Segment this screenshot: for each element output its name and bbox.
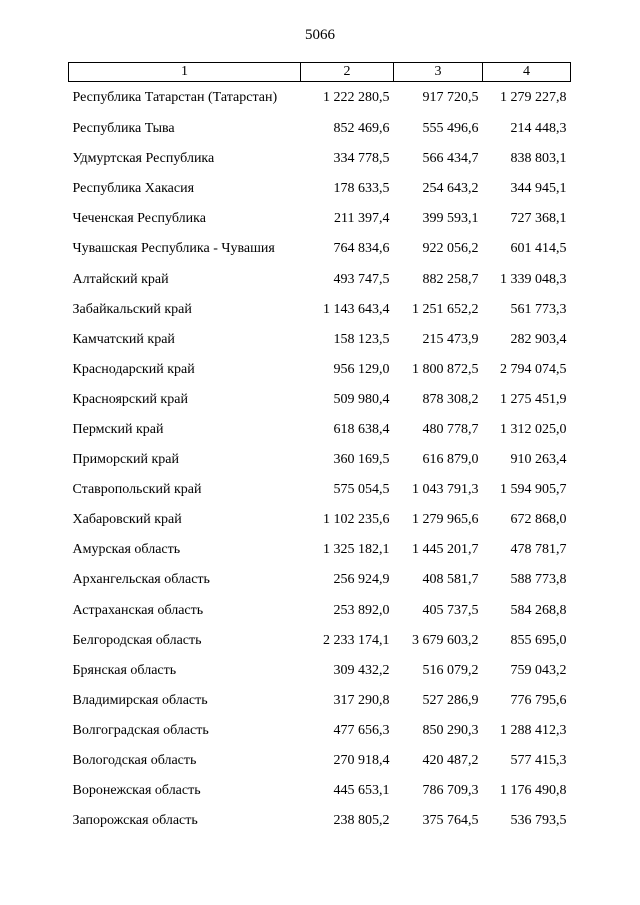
value-col2-cell: 309 432,2: [333, 662, 390, 678]
value-col3-cell: 922 056,2: [422, 241, 479, 257]
value-col4-cell: 776 795,6: [510, 692, 567, 708]
value-col4-cell: 838 803,1: [510, 151, 567, 167]
value-col3-cell: 408 581,7: [422, 572, 479, 588]
table-row: [69, 295, 571, 325]
value-col4-cell: 1 594 905,7: [500, 482, 567, 498]
value-col3-cell: 375 764,5: [422, 813, 479, 829]
value-col2-cell: 852 469,6: [333, 121, 390, 137]
value-col2-cell: 256 924,9: [333, 572, 390, 588]
table-row: [69, 385, 571, 415]
value-col2-cell: 618 638,4: [333, 421, 390, 437]
value-col3-cell: 3 679 603,2: [412, 632, 479, 648]
region-name-cell: Пермский край: [72, 421, 164, 437]
value-col3-cell: 878 308,2: [422, 391, 479, 407]
value-col3-cell: 917 720,5: [422, 90, 479, 105]
value-col3-cell: 527 286,9: [422, 692, 479, 708]
table-row: [69, 565, 571, 595]
region-name-cell: Чеченская Республика: [72, 211, 206, 227]
region-name-cell: Хабаровский край: [72, 512, 182, 528]
value-col2-cell: 317 290,8: [333, 692, 390, 708]
table-row: [69, 686, 571, 716]
region-name-cell: Вологодская область: [72, 753, 197, 769]
value-col4-cell: 2 794 074,5: [500, 361, 567, 377]
value-col4-cell: 588 773,8: [510, 572, 567, 588]
table-row: [69, 82, 571, 115]
data-table: [68, 62, 571, 836]
table-row: [69, 475, 571, 505]
value-col3-cell: 1 043 791,3: [412, 482, 479, 498]
region-name-cell: Приморский край: [72, 452, 179, 468]
value-col3-cell: 1 800 872,5: [412, 361, 479, 377]
table-row: [69, 204, 571, 234]
value-col4-cell: 536 793,5: [510, 813, 567, 829]
region-name-cell: Владимирская область: [72, 692, 208, 708]
value-col4-cell: 1 279 227,8: [500, 90, 567, 105]
value-col3-cell: 516 079,2: [422, 662, 479, 678]
value-col3-cell: 786 709,3: [422, 783, 479, 799]
table-row: [69, 415, 571, 445]
value-col4-cell: 672 868,0: [510, 512, 567, 528]
value-col4-cell: 344 945,1: [510, 181, 567, 197]
header-row: [69, 63, 571, 82]
value-col4-cell: 1 288 412,3: [500, 722, 567, 738]
region-name-cell: Белгородская область: [72, 632, 202, 648]
value-col4-cell: 727 368,1: [510, 211, 567, 227]
value-col2-cell: 445 653,1: [333, 783, 390, 799]
value-col3-cell: 850 290,3: [422, 722, 479, 738]
region-name-cell: Брянская область: [72, 662, 177, 678]
value-col4-cell: 1 312 025,0: [500, 421, 567, 437]
value-col2-cell: 764 834,6: [333, 241, 390, 257]
value-col3-cell: 555 496,6: [422, 121, 479, 137]
region-name-cell: Забайкальский край: [72, 301, 192, 317]
table-row: [69, 626, 571, 656]
table-row: [69, 535, 571, 565]
value-col2-cell: 575 054,5: [333, 482, 390, 498]
table-row: [69, 596, 571, 626]
region-name-cell: Астраханская область: [72, 602, 204, 618]
region-name-cell: Архангельская область: [72, 572, 210, 588]
region-name-cell: Амурская область: [72, 542, 181, 558]
region-name-cell: Ставропольский край: [72, 482, 202, 498]
page-number: 5066: [305, 27, 335, 43]
value-col2-cell: 178 633,5: [333, 181, 390, 197]
value-col4-cell: 601 414,5: [510, 241, 567, 257]
region-name-cell: Чувашская Республика - Чувашия: [72, 241, 275, 257]
table-header: [69, 63, 571, 82]
value-col4-cell: 584 268,8: [510, 602, 567, 618]
value-col4-cell: 759 043,2: [510, 662, 567, 678]
region-name-cell: Удмуртская Республика: [72, 151, 215, 167]
region-name-cell: Республика Тыва: [72, 121, 175, 137]
column-header-4: 4: [483, 63, 571, 82]
value-col3-cell: 215 473,9: [422, 331, 479, 347]
value-col2-cell: 2 233 174,1: [323, 632, 390, 648]
table-row: [69, 746, 571, 776]
value-col4-cell: 1 275 451,9: [500, 391, 567, 407]
value-col2-cell: 270 918,4: [333, 753, 390, 769]
value-col2-cell: 238 805,2: [333, 813, 390, 829]
value-col2-cell: 1 222 280,5: [323, 90, 390, 105]
table-row: [69, 325, 571, 355]
column-header-3: 3: [394, 63, 483, 82]
column-header-1: 1: [69, 63, 301, 82]
table-row: [69, 445, 571, 475]
value-col2-cell: 493 747,5: [333, 271, 390, 287]
region-name-cell: Краснодарский край: [72, 361, 195, 377]
value-col2-cell: 360 169,5: [333, 452, 390, 468]
value-col2-cell: 509 980,4: [333, 391, 390, 407]
value-col2-cell: 334 778,5: [333, 151, 390, 167]
table-row: [69, 806, 571, 836]
region-name-cell: Республика Татарстан (Татарстан): [72, 90, 278, 105]
value-col3-cell: 420 487,2: [422, 753, 479, 769]
region-name-cell: Красноярский край: [72, 391, 188, 407]
value-col2-cell: 1 102 235,6: [323, 512, 390, 528]
value-col4-cell: 282 903,4: [510, 331, 567, 347]
value-col2-cell: 1 325 182,1: [323, 542, 390, 558]
value-col4-cell: 561 773,3: [510, 301, 567, 317]
value-col3-cell: 616 879,0: [422, 452, 479, 468]
value-col2-cell: 253 892,0: [333, 602, 390, 618]
table-row: [69, 144, 571, 174]
value-col2-cell: 211 397,4: [334, 211, 390, 227]
value-col3-cell: 405 737,5: [422, 602, 479, 618]
region-name-cell: Республика Хакасия: [72, 181, 195, 197]
table-row: [69, 505, 571, 535]
value-col2-cell: 956 129,0: [333, 361, 390, 377]
region-name-cell: Воронежская область: [72, 783, 201, 799]
value-col4-cell: 910 263,4: [510, 452, 567, 468]
region-name-cell: Запорожская область: [72, 813, 198, 829]
column-header-2: 2: [301, 63, 394, 82]
value-col3-cell: 480 778,7: [422, 421, 479, 437]
value-col3-cell: 566 434,7: [422, 151, 479, 167]
value-col4-cell: 577 415,3: [510, 753, 567, 769]
table-row: [69, 355, 571, 385]
value-col4-cell: 478 781,7: [510, 542, 567, 558]
table-row: [69, 174, 571, 204]
value-col4-cell: 1 176 490,8: [500, 783, 567, 799]
value-col4-cell: 1 339 048,3: [500, 271, 567, 287]
region-name-cell: Камчатский край: [72, 331, 175, 347]
value-col4-cell: 214 448,3: [510, 121, 567, 137]
value-col3-cell: 1 445 201,7: [412, 542, 479, 558]
value-col2-cell: 158 123,5: [333, 331, 390, 347]
value-col3-cell: 1 279 965,6: [412, 512, 479, 528]
value-col3-cell: 399 593,1: [422, 211, 479, 227]
table-row: [69, 114, 571, 144]
region-name-cell: Алтайский край: [72, 271, 169, 287]
region-name-cell: Волгоградская область: [72, 722, 209, 738]
table-row: [69, 234, 571, 264]
table-body: [69, 82, 571, 837]
value-col3-cell: 882 258,7: [422, 271, 479, 287]
table-row: [69, 656, 571, 686]
value-col3-cell: 254 643,2: [422, 181, 479, 197]
table-row: [69, 716, 571, 746]
table-row: [69, 776, 571, 806]
value-col2-cell: 477 656,3: [333, 722, 390, 738]
value-col3-cell: 1 251 652,2: [412, 301, 479, 317]
value-col2-cell: 1 143 643,4: [323, 301, 390, 317]
table-row: [69, 264, 571, 294]
value-col4-cell: 855 695,0: [510, 632, 567, 648]
